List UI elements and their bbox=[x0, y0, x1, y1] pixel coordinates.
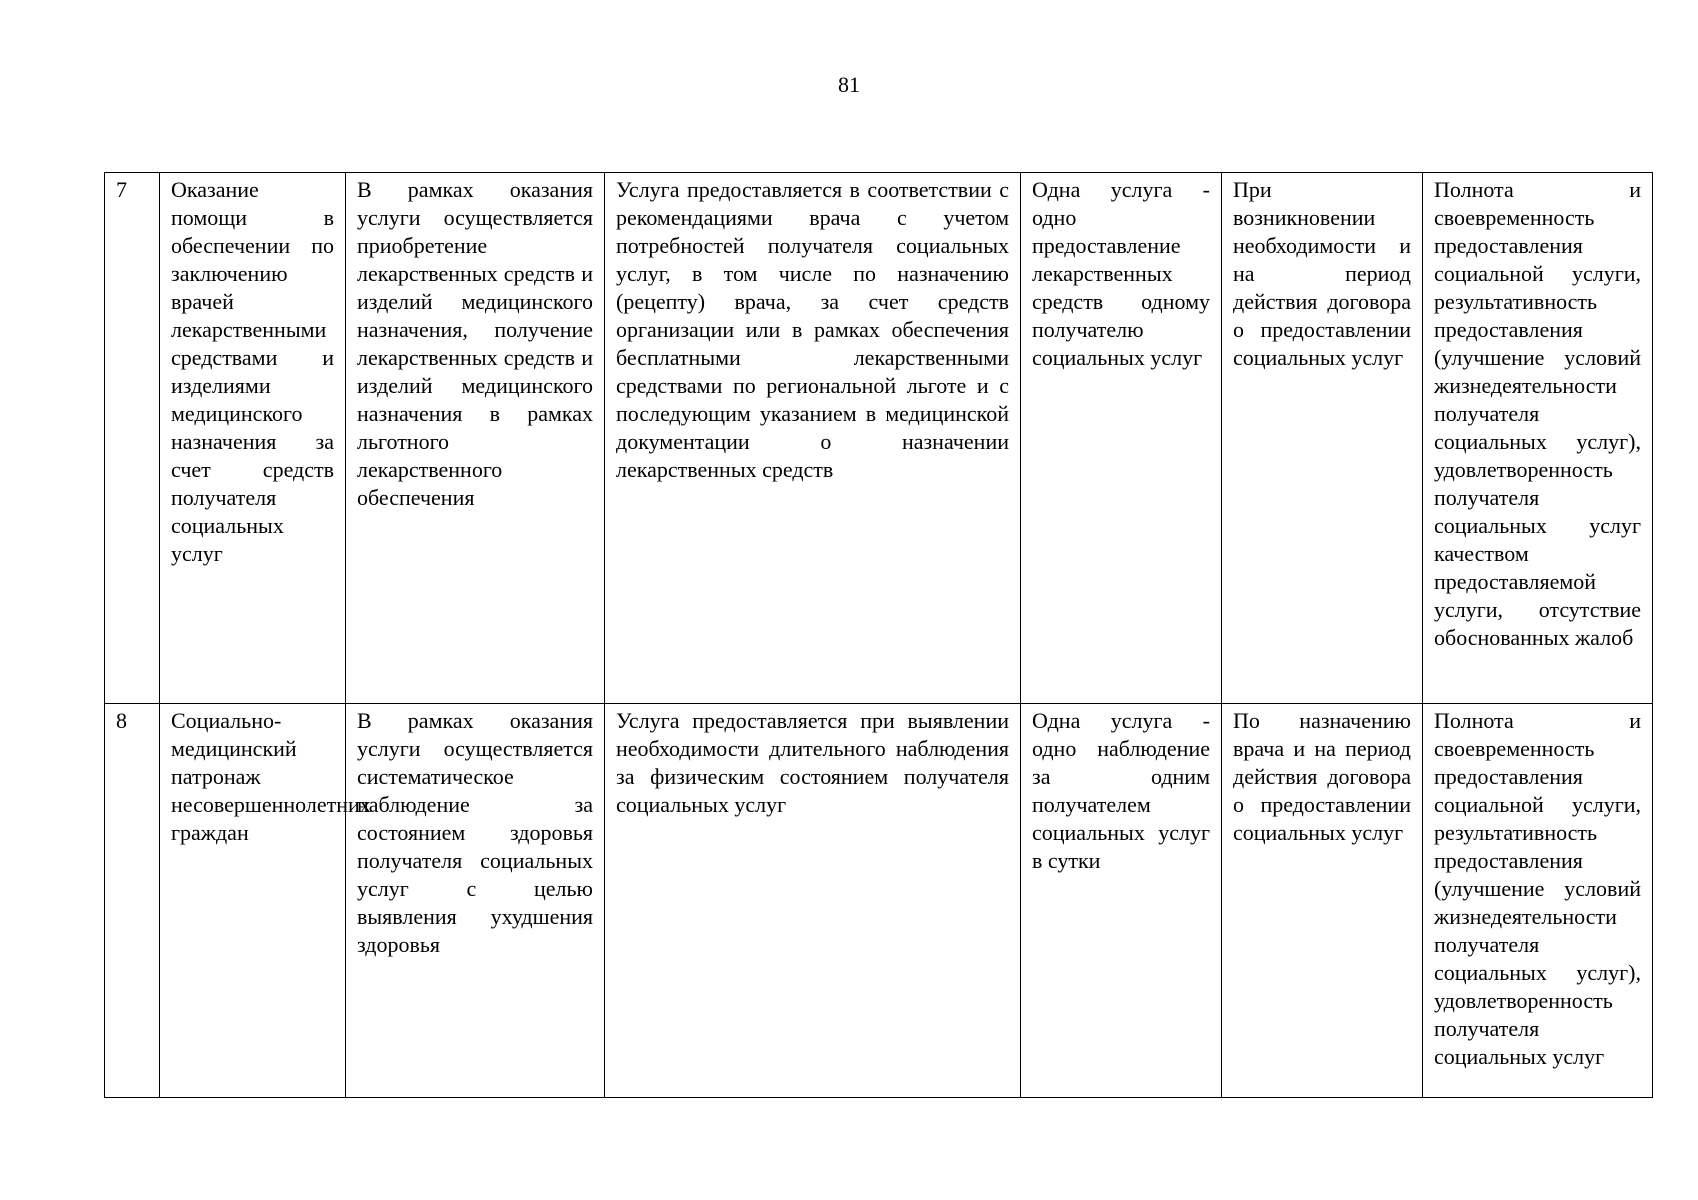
service-conditions-cell: Услуга предоставляется в соответствии с рекомендациями врача с учетом потребностей получателя социальных услуг, в том числе по назначению (рецепту) врача, за счет средств организации или в рамках обеспечения бесплатными лекарственными средствами по региональной льготе и с последующим указанием в медицинской документации о назначении лекарственных средств bbox=[605, 173, 1021, 704]
services-table bbox=[104, 172, 1653, 1098]
service-content-cell: В рамках оказания услуги осуществляется систематическое наблюдение за состоянием здоровья получателя социальных услуг с целью выявления ухудшения здоровья bbox=[346, 704, 605, 1098]
service-name-cell: Социально-медицинский патронаж несовершеннолетних граждан bbox=[160, 704, 346, 1098]
row-number-cell: 8 bbox=[105, 704, 160, 1098]
service-term-cell: При возникновении необходимости и на период действия договора о предоставлении социальных услуг bbox=[1222, 173, 1423, 704]
service-unit-cell: Одна услуга - одно предоставление лекарственных средств одному получателю социальных услуг bbox=[1021, 173, 1222, 704]
table-row bbox=[105, 173, 1653, 704]
table-row bbox=[105, 704, 1653, 1098]
service-conditions-cell: Услуга предоставляется при выявлении необходимости длительного наблюдения за физическим состоянием получателя социальных услуг bbox=[605, 704, 1021, 1098]
service-quality-cell: Полнота и своевременность предоставления социальной услуги, результативность предоставления (улучшение условий жизнедеятельности получателя социальных услуг), удовлетворенность получателя социальных услуг качеством предоставляемой услуги, отсутствие обоснованных жалоб bbox=[1423, 173, 1653, 704]
service-quality-cell: Полнота и своевременность предоставления социальной услуги, результативность предоставления (улучшение условий жизнедеятельности получателя социальных услуг), удовлетворенность получателя социальных услуг bbox=[1423, 704, 1653, 1098]
service-content-cell: В рамках оказания услуги осуществляется приобретение лекарственных средств и изделий медицинского назначения, получение лекарственных средств и изделий медицинского назначения в рамках льготного лекарственного обеспечения bbox=[346, 173, 605, 704]
page-number: 81 bbox=[838, 72, 860, 97]
service-name-cell: Оказание помощи в обеспечении по заключению врачей лекарственными средствами и изделиями медицинского назначения за счет средств получателя социальных услуг bbox=[160, 173, 346, 704]
service-term-cell: По назначению врача и на период действия договора о предоставлении социальных услуг bbox=[1222, 704, 1423, 1098]
row-number-cell: 7 bbox=[105, 173, 160, 704]
service-unit-cell: Одна услуга - одно наблюдение за одним получателем социальных услуг в сутки bbox=[1021, 704, 1222, 1098]
